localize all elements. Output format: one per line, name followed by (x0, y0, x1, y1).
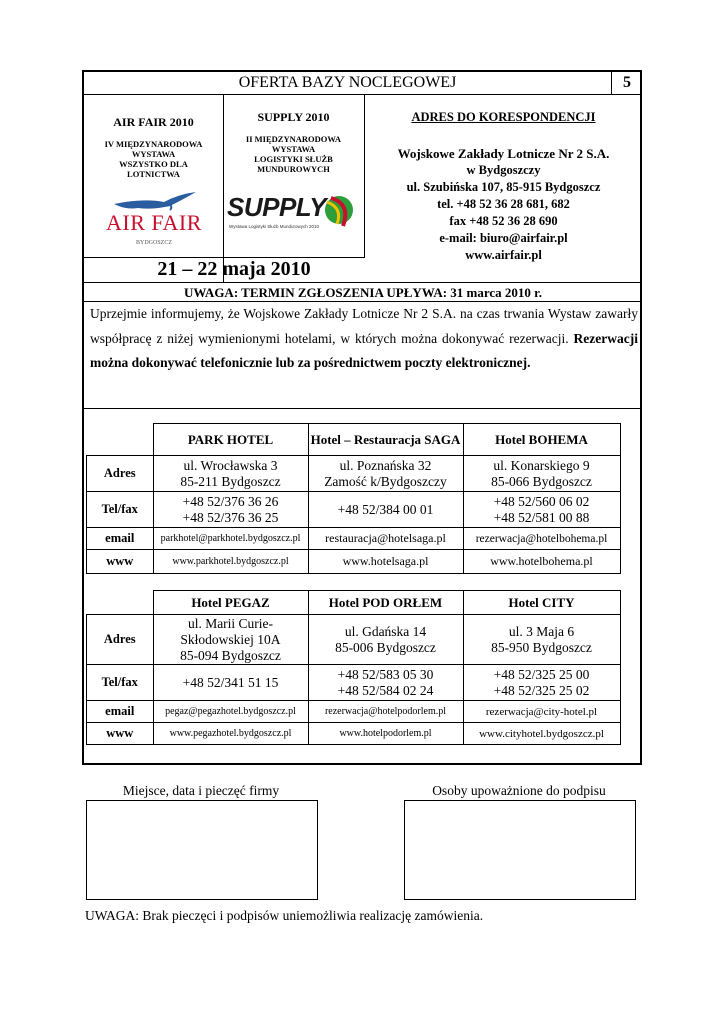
supply-logo (227, 190, 359, 234)
hotel-phone: +48 52/384 00 01 (308, 492, 463, 528)
hotel-phone: +48 52/325 25 00 +48 52/325 25 02 (463, 665, 620, 701)
correspondence-heading: ADRES DO KORESPONDENCJI (411, 110, 596, 124)
page-title: OFERTA BAZY NOCLEGOWEJ (238, 74, 457, 91)
airfair-subtitle: IV MIĘDZYNARODOWA WYSTAWA WSZYSTKO DLA LOTNICTWA (104, 139, 203, 179)
signature-caption-place: Miejsce, data i pieczęć firmy (122, 783, 280, 798)
hotels-table-top (86, 423, 621, 574)
hotel-phone: +48 52/376 36 26 +48 52/376 36 25 (153, 492, 308, 528)
hotel-address: ul. Wrocławska 3 85-211 Bydgoszcz (153, 456, 308, 492)
hotel-address: ul. 3 Maja 6 85-950 Bydgoszcz (463, 615, 620, 665)
row-label-email: email (87, 528, 154, 550)
hotel-email-link[interactable]: restauracja@hotelsaga.pl (308, 528, 463, 550)
hotel-name: Hotel – Restauracja SAGA (308, 424, 463, 456)
hotel-address: ul. Marii Curie- Skłodowskiej 10A 85-094 Bydgoszcz (153, 615, 308, 665)
hotel-www-link[interactable]: www.parkhotel.bydgoszcz.pl (153, 550, 308, 574)
event-date: 21 – 22 maja 2010 (157, 258, 311, 280)
supply-logo-tagline: Wystawa Logistyki Służb Mundurowych 2010 (229, 224, 320, 229)
hotel-name: Hotel BOHEMA (463, 424, 620, 456)
hotel-email-link[interactable]: rezerwacja@hotelpodorlem.pl (308, 701, 463, 723)
hotel-phone: +48 52/560 06 02 +48 52/581 00 88 (463, 492, 620, 528)
hotel-name: Hotel CITY (463, 591, 620, 615)
row-label-phone: Tel/fax (87, 492, 154, 528)
hotel-name: Hotel PEGAZ (153, 591, 308, 615)
hotel-www-link[interactable]: www.hotelsaga.pl (308, 550, 463, 574)
supply-subtitle: II MIĘDZYNARODOWA WYSTAWA LOGISTYKI SŁUŻB MUNDUROWYCH (245, 134, 342, 174)
hotel-www-link[interactable]: www.pegazhotel.bydgoszcz.pl (153, 723, 308, 745)
hotel-phone: +48 52/341 51 15 (153, 665, 308, 701)
hotel-email-link[interactable]: pegaz@pegazhotel.bydgoszcz.pl (153, 701, 308, 723)
supply-logo-text: SUPPLY (227, 192, 327, 222)
row-label-email: email (87, 701, 154, 723)
row-label-www: www (87, 550, 154, 574)
row-label-address: Adres (87, 615, 154, 665)
hotel-email-link[interactable]: rezerwacja@hotelbohema.pl (463, 528, 620, 550)
row-label-address: Adres (87, 456, 154, 492)
supply-title: SUPPLY 2010 (257, 110, 330, 124)
intro-paragraph: Uprzejmie informujemy, że Wojskowe Zakłady Lotnicze Nr 2 S.A. na czas trwania Wystaw zawarły współpracę z niżej wymienionymi hotelami, w których można dokonywać rezerwacji. Rezerwacji można dokonywać telefonicznie lub za pośrednictwem poczty elektronicznej. (90, 306, 638, 370)
hotel-address: ul. Gdańska 14 85-006 Bydgoszcz (308, 615, 463, 665)
airfair-logo-text: AIR FAIR (106, 210, 202, 235)
hotel-www-link[interactable]: www.hotelpodorlem.pl (308, 723, 463, 745)
hotel-email-link[interactable]: rezerwacja@city-hotel.pl (463, 701, 620, 723)
airfair-logo (104, 188, 204, 252)
hotel-name: PARK HOTEL (153, 424, 308, 456)
hotel-name: Hotel POD ORŁEM (308, 591, 463, 615)
row-label-phone: Tel/fax (87, 665, 154, 701)
hotels-table-bottom (86, 590, 621, 745)
deadline-warning: UWAGA: TERMIN ZGŁOSZENIA UPŁYWA: 31 marca 2010 r. (183, 285, 542, 300)
correspondence-address: Wojskowe Zakłady Lotnicze Nr 2 S.A. w Bydgoszczy ul. Szubińska 107, 85-915 Bydgoszcz tel. +48 52 36 28 681, 682 fax +48 52 36 28 690 e-mail: biuro@airfair.pl www.airfair.pl (397, 146, 610, 262)
row-label-www: www (87, 723, 154, 745)
hotel-address: ul. Konarskiego 9 85-066 Bydgoszcz (463, 456, 620, 492)
signature-caption-persons: Osoby upoważnione do podpisu (432, 783, 606, 798)
hotel-www-link[interactable]: www.hotelbohema.pl (463, 550, 620, 574)
airfair-logo-city: BYDGOSZCZ (135, 240, 172, 246)
stamp-box[interactable] (86, 800, 318, 900)
hotel-phone: +48 52/583 05 30 +48 52/584 02 24 (308, 665, 463, 701)
hotel-address: ul. Poznańska 32 Zamość k/Bydgoszczy (308, 456, 463, 492)
page-number: 5 (623, 74, 631, 91)
hotel-www-link[interactable]: www.cityhotel.bydgoszcz.pl (463, 723, 620, 745)
offer-form (82, 70, 642, 765)
signature-box[interactable] (404, 800, 636, 900)
airfair-title: AIR FAIR 2010 (113, 115, 194, 129)
footer-note: UWAGA: Brak pieczęci i podpisów uniemożliwia realizację zamówienia. (85, 908, 484, 923)
hotel-email-link[interactable]: parkhotel@parkhotel.bydgoszcz.pl (153, 528, 308, 550)
